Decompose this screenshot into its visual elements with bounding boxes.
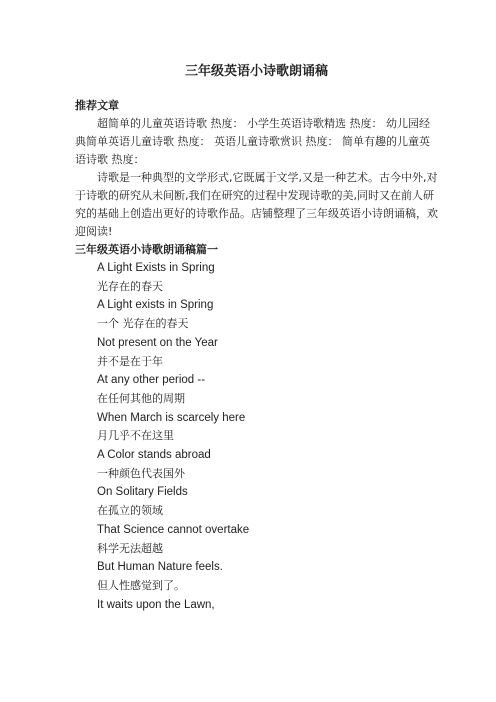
poem-lines	[75, 259, 438, 614]
poem-line: On Solitary Fields	[97, 486, 188, 499]
poem-line: A Color stands abroad	[97, 449, 211, 462]
poem-line: At any other period --	[97, 374, 206, 387]
recommend-heading: 推荐文章	[75, 99, 119, 112]
poem-line: But Human Nature feels.	[97, 561, 223, 574]
poem-line: A Light Exists in Spring	[97, 262, 215, 274]
poem-line: 月几乎不在这里	[97, 429, 174, 443]
poem-line: 在任何其他的周期	[97, 391, 185, 405]
poem-line: 科学无法超越	[97, 541, 163, 555]
poem-line: 并不是在于年	[97, 354, 163, 368]
poem-line: It waits upon the Lawn,	[97, 598, 215, 611]
poem-line: 但人性感觉到了。	[97, 578, 185, 592]
poem-line: 在孤立的领域	[97, 504, 163, 518]
poem-line: When March is scarcely here	[97, 411, 246, 424]
poem-line: A Light exists in Spring	[97, 299, 214, 312]
poem-line: That Science cannot overtake	[97, 523, 250, 536]
intro-paragraph: 诗歌是一种典型的文学形式,它既属于文学,又是一种艺术。古今中外,对于诗歌的研究从未间断,我们在研究的过程中发现诗歌的美,同时又在前人研究的基础上创造出更好的诗歌作品。店铺整理了三年级英语小诗朗诵稿，欢迎阅读!	[75, 171, 438, 238]
part-heading: 三年级英语小诗歌朗诵稿篇一	[75, 243, 218, 256]
poem-line: 一种颜色代表国外	[97, 466, 185, 480]
poem-line: 光存在的春天	[97, 279, 163, 293]
recommend-text: 超简单的儿童英语诗歌 热度： 小学生英语诗歌精选 热度： 幼儿园经典简单英语儿童诗歌 热度： 英语儿童诗歌赏识 热度： 简单有趣的儿童英语诗歌 热度：	[75, 117, 430, 166]
poem-line: 一个 光存在的春天	[97, 317, 189, 331]
document-title: 三年级英语小诗歌朗诵稿	[184, 64, 328, 79]
poem-line: Not present on the Year	[97, 336, 218, 349]
